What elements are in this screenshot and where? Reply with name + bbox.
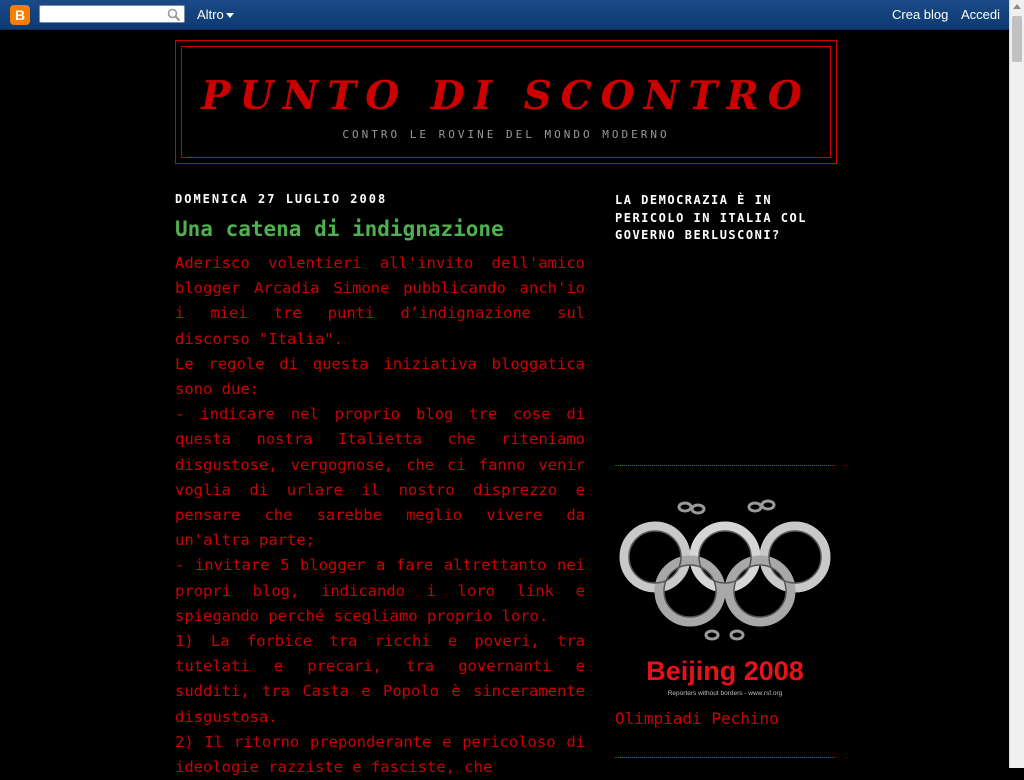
post-paragraph: Le regole di questa iniziativa bloggatica sono due: (175, 354, 585, 399)
post-paragraph: 1) La forbice tra ricchi e poveri, tra tutelati e precari, tra governanti e sudditi, tra Casta e Popolo è sinceramente disgustosa. (175, 632, 585, 726)
post-paragraph: - invitare 5 blogger a fare altrettanto nei propri blog, indicando i loro link e spiegando perché scegliamo proprio loro. (175, 556, 585, 625)
post-paragraph: Aderisco volentieri all'invito dell'amico blogger Arcadia Simone pubblicando anch'io i miei tre punti d’indignazione sul discorso "Italia". (175, 254, 585, 348)
sidebar-divider (615, 757, 835, 758)
search-icon[interactable] (167, 8, 181, 22)
image-caption: Olimpiadi Pechino (615, 709, 779, 728)
create-blog-link[interactable]: Crea blog (892, 7, 949, 22)
post-title[interactable]: Una catena di indignazione (175, 217, 504, 241)
blog-header-inner (181, 46, 831, 158)
caret-down-icon (226, 13, 234, 18)
blog-description: CONTRO LE ROVINE DEL MONDO MODERNO (342, 128, 670, 141)
search-input[interactable] (39, 5, 185, 23)
vertical-scrollbar[interactable] (1009, 0, 1024, 768)
blog-header (175, 40, 837, 164)
blog-title[interactable]: PUNTO DI SCONTRO (201, 73, 811, 119)
scrollbar-thumb[interactable] (1012, 16, 1022, 62)
more-menu[interactable] (197, 7, 234, 22)
poll-widget-title: LA DEMOCRAZIA È IN PERICOLO IN ITALIA COL GOVERNO BERLUSCONI? (615, 193, 807, 242)
post-body (175, 251, 585, 780)
beijing-image-text: Beijing 2008 (646, 656, 804, 686)
beijing-image-subtext: Reporters without borders - www.rsf.org (667, 690, 783, 697)
blogger-navbar (0, 0, 1009, 30)
blogger-logo-icon[interactable]: B (10, 5, 30, 25)
post-paragraph: 2) Il ritorno preponderante e pericoloso di ideologie razziste e fasciste, che (175, 732, 585, 777)
post-date: DOMENICA 27 LUGLIO 2008 (175, 192, 388, 206)
sidebar-divider (615, 465, 835, 466)
beijing-2008-image[interactable] (615, 495, 835, 700)
post-paragraph: - indicare nel proprio blog tre cose di questa nostra Italietta che riteniamo disgustose, vergognose, che ci fanno venir voglia di urlare il nostro disprezzo e pensare che sarebbe meglio vivere da un'altra parte; (175, 405, 585, 550)
sign-in-link[interactable]: Accedi (961, 7, 1001, 22)
scroll-up-arrow-icon[interactable] (1013, 4, 1021, 9)
more-menu-label: Altro (197, 7, 224, 22)
